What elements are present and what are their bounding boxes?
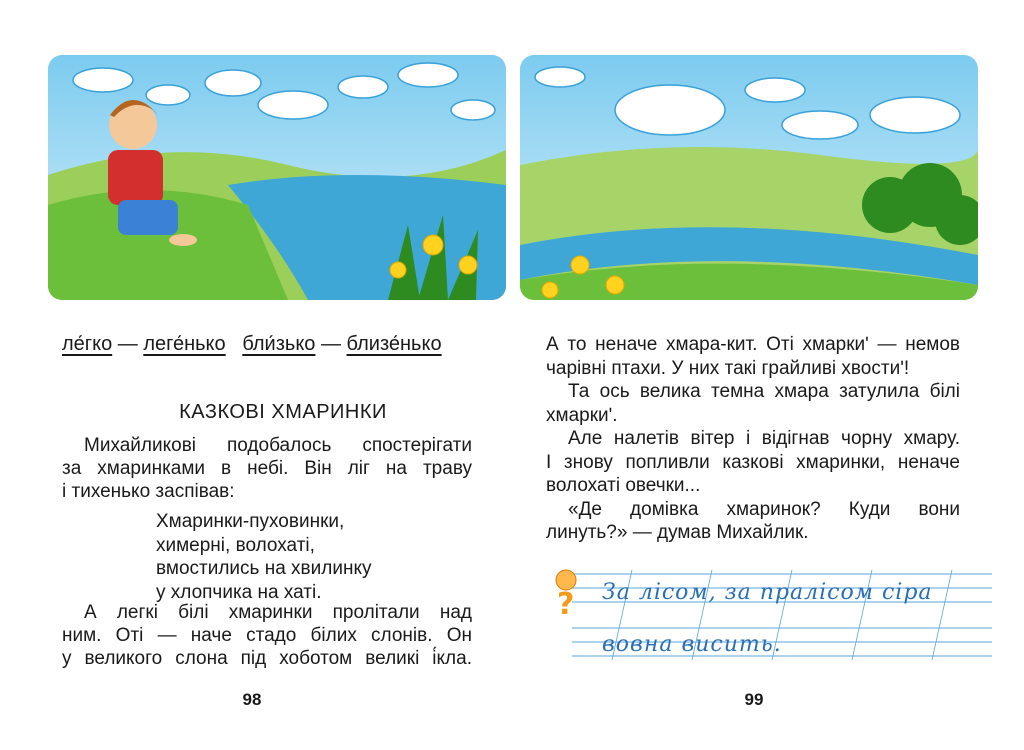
- page-number: 99: [744, 690, 764, 709]
- copybook-line-1: За лісом, за пралісом сіра: [602, 580, 933, 605]
- copybook-exercise: [552, 566, 992, 676]
- poem-line: вмостились на хвилинку: [156, 558, 372, 579]
- question-mark-mascot-icon: [556, 570, 576, 622]
- text-line: Михайликові подобалось спостерігати: [84, 435, 472, 456]
- right-page: [512, 0, 1024, 750]
- text-line: чарівні птахи. У них такі грайливі хвостиʹ!: [546, 357, 910, 379]
- story-paragraph-1: [62, 434, 472, 503]
- text-line: і тихенько заспівав:: [62, 481, 235, 502]
- poem: [156, 510, 371, 604]
- dash: —: [320, 333, 341, 355]
- story-title: КАЗКОВІ ХМАРИНКИ: [179, 401, 387, 423]
- word-blyzenko: близе́нько: [346, 333, 442, 355]
- word-blyzko: бли́зько: [242, 333, 316, 355]
- dash: —: [117, 333, 138, 355]
- text-line: «Де домівка хмаринок? Куди вони: [568, 498, 960, 520]
- story-continuation: [546, 333, 960, 545]
- text-line: І знову попливли казкові хмаринки, неначе: [546, 451, 960, 473]
- text-line: хмаркиʹ.: [546, 404, 618, 426]
- text-line: линуть?» — думав Михайлик.: [546, 522, 809, 543]
- text-line: А то неначе хмара-кит. Оті хмаркиʹ — немов: [546, 334, 960, 355]
- text-line: ним. Оті — наче стадо білих слонів. Он: [62, 625, 472, 646]
- boy-watching-clouds-illustration: [48, 55, 506, 300]
- word-legko: ле́гко: [62, 333, 113, 355]
- copybook-line-2: вовна висить.: [602, 632, 782, 657]
- text-line: у великого слона під хоботом великі і́кла.: [62, 648, 472, 669]
- story-paragraph-2: [62, 601, 472, 670]
- page-number: 98: [242, 690, 262, 709]
- word-legenko: леге́нько: [143, 333, 226, 355]
- text-line: волохаті овечки...: [546, 475, 701, 496]
- poem-line: химерні, волохаті,: [156, 534, 315, 556]
- river-landscape-illustration: [520, 55, 978, 300]
- poem-line: Хмаринки-пуховинки,: [156, 511, 345, 532]
- text-line: А легкі білі хмаринки пролітали над: [84, 602, 472, 623]
- stress-word-pairs: [62, 333, 482, 356]
- text-line: Але налетів вітер і відігнав чорну хмару.: [568, 428, 960, 449]
- text-line: Та ось велика темна хмара затулила білі: [568, 381, 960, 402]
- svg-text:?: ?: [557, 587, 575, 622]
- text-line: за хмаринками в небі. Він ліг на траву: [62, 458, 472, 479]
- poem-line: у хлопчика на хаті.: [156, 581, 322, 603]
